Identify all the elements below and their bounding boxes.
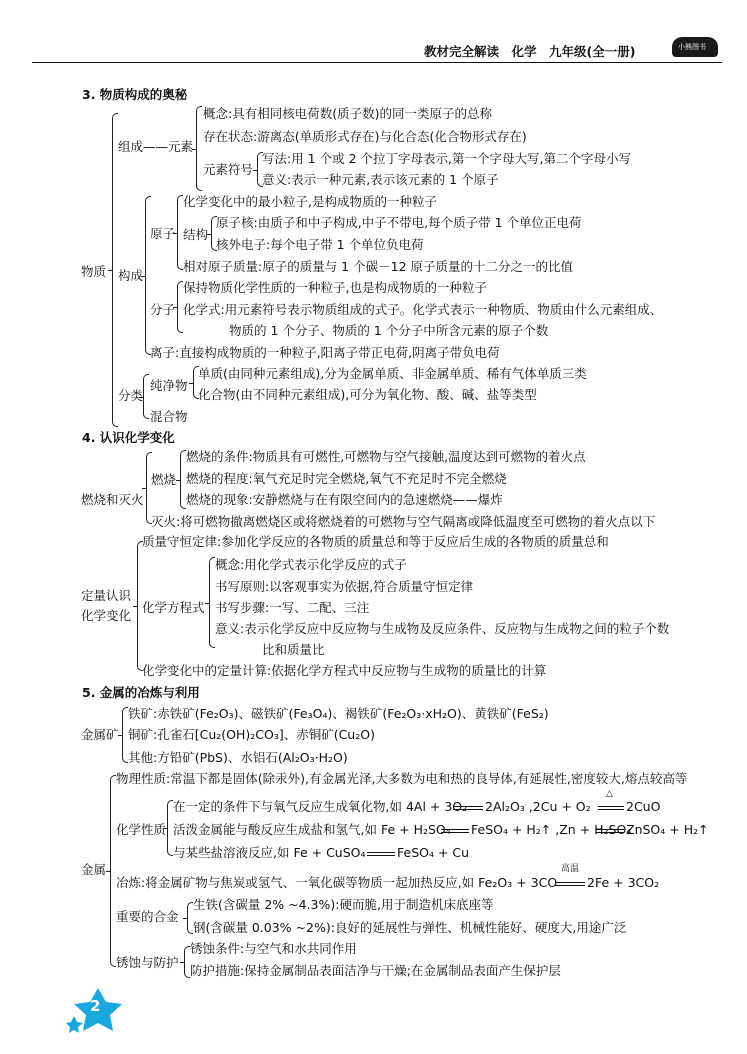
elementary-substance: 单质(由同种元素组成),分为金属单质、非金属单质、稀有气体单质三类: [198, 366, 587, 381]
oxygen-reaction-a: 在一定的条件下与氧气反应生成氧化物,如 4Al + 3O₂: [173, 799, 468, 814]
classification-label: 分类: [118, 388, 144, 403]
corrosion-label: 锈蚀与防护: [116, 955, 179, 970]
header-logo: [672, 37, 718, 57]
alloy-label: 重要的合金: [116, 909, 179, 924]
mass-conservation: 质量守恒定律:参加化学反应的各物质的质量总和等于反应后生成的各物质的质量总和: [142, 534, 609, 549]
equation-steps: 书写步骤:一写、二配、三注: [215, 600, 370, 615]
chemical-formula-line1: 化学式:用元素符号表示物质组成的式子。化学式表示一种物质、物质由什么元素组成、: [183, 302, 663, 317]
smelting-b: 2Fe + 3CO₂: [587, 875, 660, 890]
chemical-properties-label: 化学性质: [116, 822, 167, 837]
burning-condition: 燃烧的条件:物质具有可燃性,可燃物与空气接触,温度达到可燃物的着火点: [186, 449, 586, 464]
element-symbol-label: 元素符号: [203, 162, 254, 177]
physical-properties: 物理性质:常温下都是固体(除汞外),有金属光泽,大多数为电和热的良导体,有延展性,密度较大,熔点较高等: [116, 771, 688, 786]
structure-label: 结构: [183, 227, 209, 242]
acid-reaction-a: 活泼金属能与酸反应生成盐和氢气,如 Fe + H₂SO₄: [173, 822, 451, 837]
header-rule: [32, 62, 722, 63]
composition-label: 组成——元素: [118, 139, 194, 154]
quantitative-label-1: 定量认识: [81, 588, 132, 603]
equals-sign: [596, 829, 624, 833]
equation-principle: 书写原则:以客观事实为依据,符合质量守恒定律: [215, 579, 474, 594]
nucleus-text: 原子核:由质子和中子构成,中子不带电,每个质子带 1 个单位正电荷: [216, 215, 582, 230]
mixture-label: 混合物: [150, 409, 188, 424]
protection-measures: 防护措施:保持金属制品表面洁净与干燥;在金属制品表面产生保护层: [190, 963, 561, 978]
atom-label: 原子: [150, 226, 176, 241]
constitution-label: 构成: [118, 268, 144, 283]
burning-phenomenon: 燃烧的现象:安静燃烧与在有限空间内的急速燃烧——爆炸: [186, 492, 503, 507]
salt-reaction-b: FeSO₄ + Cu: [397, 845, 470, 860]
header-title: 教材完全解读 化学 九年级(全一册): [424, 44, 636, 59]
equation-meaning-1: 意义:表示化学反应中反应物与生成物及反应条件、反应物与生成物之间的粒子个数: [215, 621, 670, 636]
element-concept: 概念:具有相同核电荷数(质子数)的同一类原子的总称: [203, 106, 492, 121]
molecule-definition: 保持物质化学性质的一种粒子,也是构成物质的一种粒子: [183, 280, 487, 295]
electron-text: 核外电子:每个电子带 1 个单位负电荷: [216, 237, 424, 252]
ore-label: 金属矿: [81, 727, 119, 742]
section-5-title: 5. 金属的冶炼与利用: [82, 685, 200, 700]
corrosion-condition: 锈蚀条件:与空气和水共同作用: [190, 941, 357, 956]
acid-reaction-b: FeSO₄ + H₂↑ ,Zn + H₂SO₄: [471, 822, 632, 837]
element-state: 存在状态:游离态(单质形式存在)与化合态(化合物形式存在): [203, 129, 527, 144]
equals-sign: [555, 882, 585, 886]
steel: 钢(含碳量 0.03% ~2%):良好的延展性与弹性、机械性能好、硬度大,用途广泛: [193, 920, 627, 935]
symbol-meaning: 意义:表示一种元素,表示该元素的 1 个原子: [262, 172, 499, 187]
equals-sign: [453, 806, 483, 810]
atom-definition: 化学变化中的最小粒子,是构成物质的一种粒子: [183, 194, 437, 209]
symbol-writing: 写法:用 1 个或 2 个拉丁字母表示,第一个字母大写,第二个字母小写: [262, 151, 631, 166]
combustion-label: 燃烧和灭火: [81, 492, 144, 507]
acid-reaction-c: ZnSO₄ + H₂↑: [626, 822, 709, 837]
burning-degree: 燃烧的程度:氧气充足时完全燃烧,氧气不充足时不完全燃烧: [186, 471, 507, 486]
salt-reaction-a: 与某些盐溶液反应,如 Fe + CuSO₄: [173, 845, 366, 860]
oxygen-reaction-c: 2CuO: [626, 799, 661, 814]
metal-label: 金属: [81, 862, 107, 877]
equation-concept: 概念:用化学式表示化学反应的式子: [215, 557, 407, 572]
equals-sign: [367, 852, 395, 856]
brace-classification: [143, 374, 149, 419]
pig-iron: 生铁(含碳量 2% ~4.3%):硬而脆,用于制造机床底座等: [193, 897, 494, 912]
equation-label: 化学方程式: [142, 600, 205, 615]
logo-text: 小熊图书: [678, 43, 706, 51]
equals-sign: [598, 806, 624, 810]
smelting-a: 冶炼:将金属矿物与焦炭或氢气、一氧化碳等物质一起加热反应,如 Fe₂O₃ + 3CO: [116, 875, 558, 890]
equals-sign: [441, 829, 469, 833]
chemical-formula-line2: 物质的 1 个分子、物质的 1 个分子中所含元素的原子个数: [229, 323, 549, 338]
high-temp-label: 高温: [561, 864, 580, 874]
pure-substance-label: 纯净物: [150, 378, 188, 393]
heat-symbol: △: [606, 789, 613, 799]
relative-atomic-mass: 相对原子质量:原子的质量与 1 个碳－12 原子质量的十二分之一的比值: [183, 259, 573, 274]
oxygen-reaction-b: 2Al₂O₃ ,2Cu + O₂: [485, 799, 591, 814]
molecule-label: 分子: [150, 302, 176, 317]
equation-meaning-2: 比和质量比: [262, 642, 325, 657]
page-number: 2: [90, 997, 101, 1015]
section-4-title: 4. 认识化学变化: [82, 430, 175, 445]
copper-ore: 铜矿:孔雀石[Cu₂(OH)₂CO₃]、赤铜矿(Cu₂O): [128, 727, 375, 742]
iron-ore: 铁矿:赤铁矿(Fe₂O₃)、磁铁矿(Fe₃O₄)、褐铁矿(Fe₂O₃·xH₂O)、黄铁矿(FeS₂): [128, 706, 549, 721]
matter-label: 物质: [81, 264, 107, 279]
brace-metal: [110, 775, 116, 967]
section-3-title: 3. 物质构成的奥秘: [82, 87, 188, 102]
quantitative-label-2: 化学变化: [81, 608, 132, 623]
burning-label: 燃烧: [151, 472, 177, 487]
fire-extinguish: 灭火:将可燃物撤离燃烧区或将燃烧着的可燃物与空气隔离或降低温度至可燃物的着火点以下: [151, 514, 656, 529]
brace-constitution: [145, 196, 151, 355]
other-ore: 其他:方铅矿(PbS)、水铝石(Al₂O₃·H₂O): [128, 750, 348, 765]
compound-text: 化合物(由不同种元素组成),可分为氧化物、酸、碱、盐等类型: [198, 387, 537, 402]
quantitative-calc: 化学变化中的定量计算:依据化学方程式中反应物与生成物的质量比的计算: [142, 663, 547, 678]
ion-text: 离子:直接构成物质的一种粒子,阳离子带正电荷,阴离子带负电荷: [150, 345, 500, 360]
brace-element: [196, 106, 202, 191]
